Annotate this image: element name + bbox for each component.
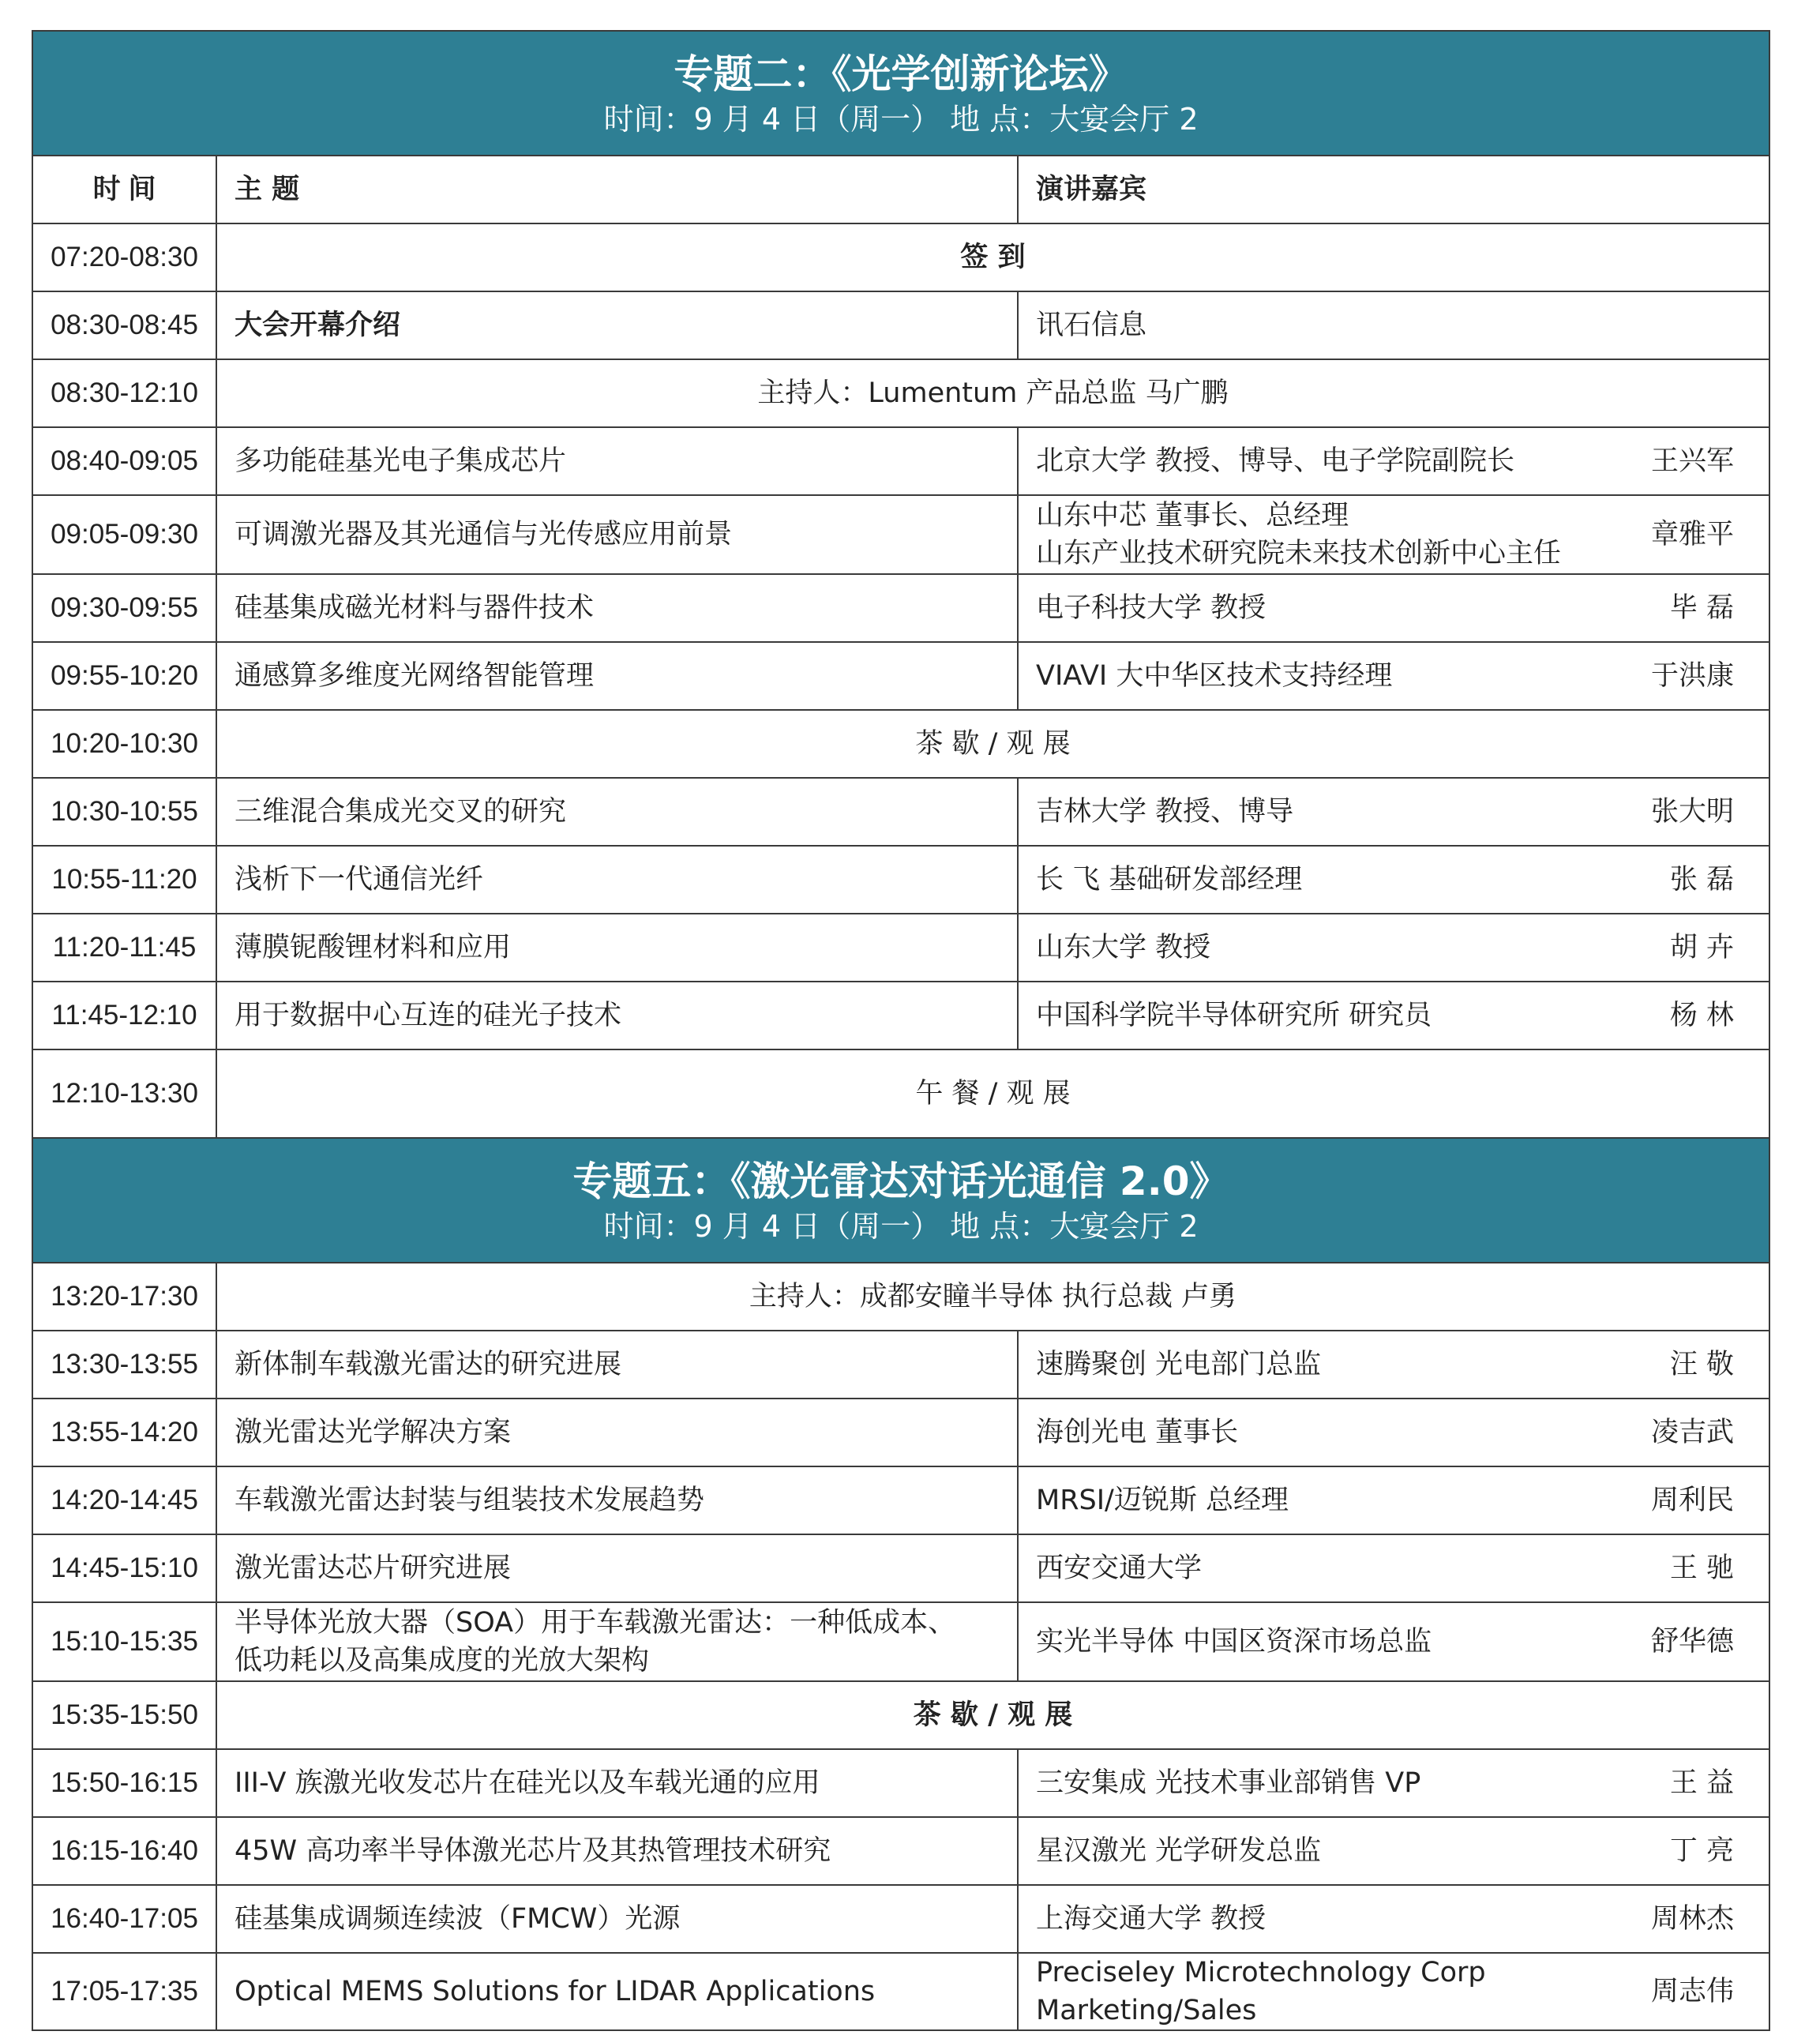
topic-text: 大会开幕介绍: [235, 310, 401, 341]
speaker-affiliation: 讯石信息: [1036, 310, 1147, 341]
topic-text: 半导体光放大器（SOA）用于车载激光雷达：一种低成本、 低功耗以及高集成度的光放大架构: [235, 1607, 956, 1676]
agenda-talk-row: [32, 982, 1769, 1049]
topic-text: 激光雷达光学解决方案: [235, 1417, 512, 1448]
span-cell: 茶 歇 / 观 展: [216, 710, 1769, 778]
speaker-wrap: [1019, 929, 1769, 967]
column-header-speaker: 演讲嘉宾: [1018, 156, 1769, 223]
speaker-wrap: [1019, 589, 1769, 627]
time-cell: 09:55-10:20: [32, 642, 216, 710]
time-cell: 09:30-09:55: [32, 574, 216, 642]
section-header-row: [32, 1138, 1769, 1263]
agenda-break-row: [32, 1681, 1769, 1749]
time-cell: 15:35-15:50: [32, 1681, 216, 1749]
section-title: 专题二：《光学创新论坛》: [674, 51, 1128, 97]
agenda-table: [32, 30, 1770, 2031]
speaker-cell: [1018, 982, 1769, 1049]
speaker-cell: [1018, 1953, 1769, 2030]
time-cell: 17:05-17:35: [32, 1953, 216, 2030]
speaker-wrap: [1019, 1549, 1769, 1587]
topic-cell: [216, 1466, 1018, 1534]
agenda-talk-row: [32, 1749, 1769, 1817]
agenda-talk-row: [32, 1885, 1769, 1953]
agenda-talk-row: [32, 495, 1769, 574]
topic-text: 浅析下一代通信光纤: [235, 864, 484, 895]
topic-cell: [216, 1817, 1018, 1885]
speaker-cell: [1018, 1817, 1769, 1885]
speaker-wrap: [1019, 1832, 1769, 1870]
column-header-time: 时 间: [32, 156, 216, 223]
topic-text: 薄膜铌酸锂材料和应用: [235, 932, 512, 963]
speaker-cell: [1018, 291, 1769, 359]
speaker-cell: [1018, 1331, 1769, 1399]
section-title: 专题五：《激光雷达对话光通信 2.0》: [572, 1158, 1229, 1204]
time-cell: 11:20-11:45: [32, 914, 216, 982]
time-cell: 10:55-11:20: [32, 846, 216, 914]
speaker-affiliation: 吉林大学 教授、博导: [1036, 796, 1294, 828]
agenda-talk-row: [32, 1331, 1769, 1399]
span-cell: 签 到: [216, 223, 1769, 291]
span-cell: 主持人：Lumentum 产品总监 马广鹏: [216, 359, 1769, 427]
speaker-name: 丁 亮: [1669, 1835, 1734, 1867]
agenda-talk-row: [32, 914, 1769, 982]
speaker-wrap: [1019, 1414, 1769, 1451]
speaker-name: 汪 敬: [1669, 1349, 1734, 1380]
speaker-affiliation: 星汉激光 光学研发总监: [1036, 1835, 1322, 1867]
speaker-name: 周志伟: [1650, 1976, 1734, 2007]
agenda-talk-row: [32, 291, 1769, 359]
agenda-break-row: [32, 359, 1769, 427]
speaker-name: 胡 卉: [1669, 932, 1734, 963]
speaker-cell: [1018, 778, 1769, 846]
topic-cell: [216, 1602, 1018, 1681]
speaker-affiliation: 海创光电 董事长: [1036, 1417, 1239, 1448]
speaker-wrap: [1019, 1481, 1769, 1519]
topic-cell: [216, 914, 1018, 982]
speaker-affiliation: 三安集成 光技术事业部销售 VP: [1036, 1767, 1421, 1799]
topic-cell: [216, 1399, 1018, 1466]
agenda-break-row: [32, 1049, 1769, 1138]
topic-text: 硅基集成调频连续波（FMCW）光源: [235, 1903, 681, 1935]
topic-text: 通感算多维度光网络智能管理: [235, 660, 595, 692]
speaker-affiliation: 北京大学 教授、博导、电子学院副院长: [1036, 445, 1515, 477]
speaker-affiliation: 中国科学院半导体研究所 研究员: [1036, 1000, 1432, 1031]
time-cell: 08:30-12:10: [32, 359, 216, 427]
agenda-talk-row: [32, 1817, 1769, 1885]
speaker-wrap: [1019, 1346, 1769, 1384]
speaker-name: 周林杰: [1650, 1903, 1734, 1935]
speaker-cell: [1018, 1602, 1769, 1681]
column-header-topic: 主 题: [216, 156, 1018, 223]
section-subtitle: 时间：9 月 4 日（周一） 地 点：大宴会厅 2: [603, 1209, 1199, 1244]
speaker-affiliation: 实光半导体 中国区资深市场总监: [1036, 1626, 1432, 1658]
speaker-affiliation: 西安交通大学: [1036, 1553, 1203, 1584]
topic-text: 可调激光器及其光通信与光传感应用前景: [235, 519, 733, 550]
speaker-cell: [1018, 1466, 1769, 1534]
agenda-talk-row: [32, 1399, 1769, 1466]
agenda-talk-row: [32, 1602, 1769, 1681]
topic-cell: [216, 427, 1018, 495]
topic-cell: [216, 642, 1018, 710]
speaker-cell: [1018, 1749, 1769, 1817]
agenda-talk-row: [32, 427, 1769, 495]
speaker-affiliation: 山东中芯 董事长、总经理 山东产业技术研究院未来技术创新中心主任: [1036, 500, 1562, 569]
time-cell: 16:40-17:05: [32, 1885, 216, 1953]
speaker-cell: [1018, 574, 1769, 642]
speaker-cell: [1018, 1885, 1769, 1953]
topic-cell: [216, 778, 1018, 846]
section-banner: [32, 31, 1769, 156]
time-cell: 09:05-09:30: [32, 495, 216, 574]
speaker-cell: [1018, 1399, 1769, 1466]
time-cell: 15:50-16:15: [32, 1749, 216, 1817]
topic-text: 多功能硅基光电子集成芯片: [235, 445, 567, 477]
time-cell: 12:10-13:30: [32, 1049, 216, 1138]
time-cell: 07:20-08:30: [32, 223, 216, 291]
topic-cell: [216, 1953, 1018, 2030]
agenda-talk-row: [32, 642, 1769, 710]
speaker-wrap: [1019, 793, 1769, 831]
topic-text: Optical MEMS Solutions for LIDAR Applications: [235, 1976, 876, 2007]
agenda-talk-row: [32, 574, 1769, 642]
topic-cell: [216, 846, 1018, 914]
agenda-talk-row: [32, 1953, 1769, 2030]
topic-cell: [216, 291, 1018, 359]
speaker-name: 王 益: [1669, 1767, 1734, 1799]
topic-cell: [216, 574, 1018, 642]
topic-text: 激光雷达芯片研究进展: [235, 1553, 512, 1584]
speaker-cell: [1018, 427, 1769, 495]
speaker-wrap: [1019, 1764, 1769, 1802]
section-banner: [32, 1138, 1769, 1263]
speaker-name: 张 磊: [1669, 864, 1734, 895]
speaker-affiliation: 长 飞 基础研发部经理: [1036, 864, 1303, 895]
speaker-name: 周利民: [1650, 1485, 1734, 1516]
speaker-name: 章雅平: [1650, 519, 1734, 550]
topic-text: III-V 族激光收发芯片在硅光以及车载光通的应用: [235, 1767, 820, 1799]
topic-text: 新体制车载激光雷达的研究进展: [235, 1349, 622, 1380]
speaker-cell: [1018, 846, 1769, 914]
agenda-sheet: [32, 30, 1769, 2031]
speaker-cell: [1018, 1534, 1769, 1602]
time-cell: 14:20-14:45: [32, 1466, 216, 1534]
speaker-wrap: [1019, 306, 1769, 344]
time-cell: 13:30-13:55: [32, 1331, 216, 1399]
speaker-name: 凌吉武: [1650, 1417, 1734, 1448]
speaker-wrap: [1019, 1954, 1769, 2029]
time-cell: 10:30-10:55: [32, 778, 216, 846]
column-header-row: [32, 156, 1769, 223]
time-cell: 11:45-12:10: [32, 982, 216, 1049]
speaker-wrap: [1019, 442, 1769, 480]
speaker-affiliation: 速腾聚创 光电部门总监: [1036, 1349, 1322, 1380]
time-cell: 13:20-17:30: [32, 1263, 216, 1331]
speaker-name: 王 驰: [1669, 1553, 1734, 1584]
time-cell: 08:40-09:05: [32, 427, 216, 495]
time-cell: 15:10-15:35: [32, 1602, 216, 1681]
agenda-break-row: [32, 710, 1769, 778]
speaker-name: 毕 磊: [1669, 592, 1734, 624]
speaker-wrap: [1019, 657, 1769, 695]
speaker-name: 于洪康: [1650, 660, 1734, 692]
agenda-talk-row: [32, 846, 1769, 914]
speaker-affiliation: MRSI/迈锐斯 总经理: [1036, 1485, 1289, 1516]
speaker-cell: [1018, 642, 1769, 710]
topic-text: 用于数据中心互连的硅光子技术: [235, 1000, 622, 1031]
time-cell: 16:15-16:40: [32, 1817, 216, 1885]
speaker-cell: [1018, 495, 1769, 574]
speaker-affiliation: 电子科技大学 教授: [1036, 592, 1266, 624]
time-cell: 08:30-08:45: [32, 291, 216, 359]
speaker-wrap: [1019, 1623, 1769, 1661]
topic-text: 45W 高功率半导体激光芯片及其热管理技术研究: [235, 1835, 831, 1867]
span-cell: 午 餐 / 观 展: [216, 1049, 1769, 1138]
speaker-affiliation: VIAVI 大中华区技术支持经理: [1036, 660, 1393, 692]
speaker-name: 舒华德: [1650, 1626, 1734, 1658]
span-cell: 主持人：成都安瞳半导体 执行总裁 卢勇: [216, 1263, 1769, 1331]
speaker-name: 张大明: [1650, 796, 1734, 828]
topic-text: 三维混合集成光交叉的研究: [235, 796, 567, 828]
topic-cell: [216, 1534, 1018, 1602]
agenda-talk-row: [32, 1534, 1769, 1602]
speaker-wrap: [1019, 1900, 1769, 1938]
speaker-affiliation: 山东大学 教授: [1036, 932, 1211, 963]
speaker-wrap: [1019, 861, 1769, 899]
speaker-affiliation: 上海交通大学 教授: [1036, 1903, 1266, 1935]
speaker-affiliation: Preciseley Microtechnology Corp Marketing/Sales: [1036, 1957, 1486, 2026]
speaker-wrap: [1019, 497, 1769, 573]
topic-cell: [216, 1749, 1018, 1817]
speaker-name: 杨 林: [1669, 1000, 1734, 1031]
section-subtitle: 时间：9 月 4 日（周一） 地 点：大宴会厅 2: [603, 102, 1199, 137]
time-cell: 14:45-15:10: [32, 1534, 216, 1602]
agenda-talk-row: [32, 1466, 1769, 1534]
topic-text: 硅基集成磁光材料与器件技术: [235, 592, 595, 624]
section-header-row: [32, 31, 1769, 156]
speaker-wrap: [1019, 997, 1769, 1034]
speaker-cell: [1018, 914, 1769, 982]
agenda-talk-row: [32, 778, 1769, 846]
agenda-break-row: [32, 223, 1769, 291]
span-cell: 茶 歇 / 观 展: [216, 1681, 1769, 1749]
topic-cell: [216, 1331, 1018, 1399]
speaker-name: 王兴军: [1650, 445, 1734, 477]
topic-cell: [216, 1885, 1018, 1953]
topic-cell: [216, 495, 1018, 574]
topic-cell: [216, 982, 1018, 1049]
agenda-break-row: [32, 1263, 1769, 1331]
topic-text: 车载激光雷达封装与组装技术发展趋势: [235, 1485, 705, 1516]
time-cell: 10:20-10:30: [32, 710, 216, 778]
time-cell: 13:55-14:20: [32, 1399, 216, 1466]
